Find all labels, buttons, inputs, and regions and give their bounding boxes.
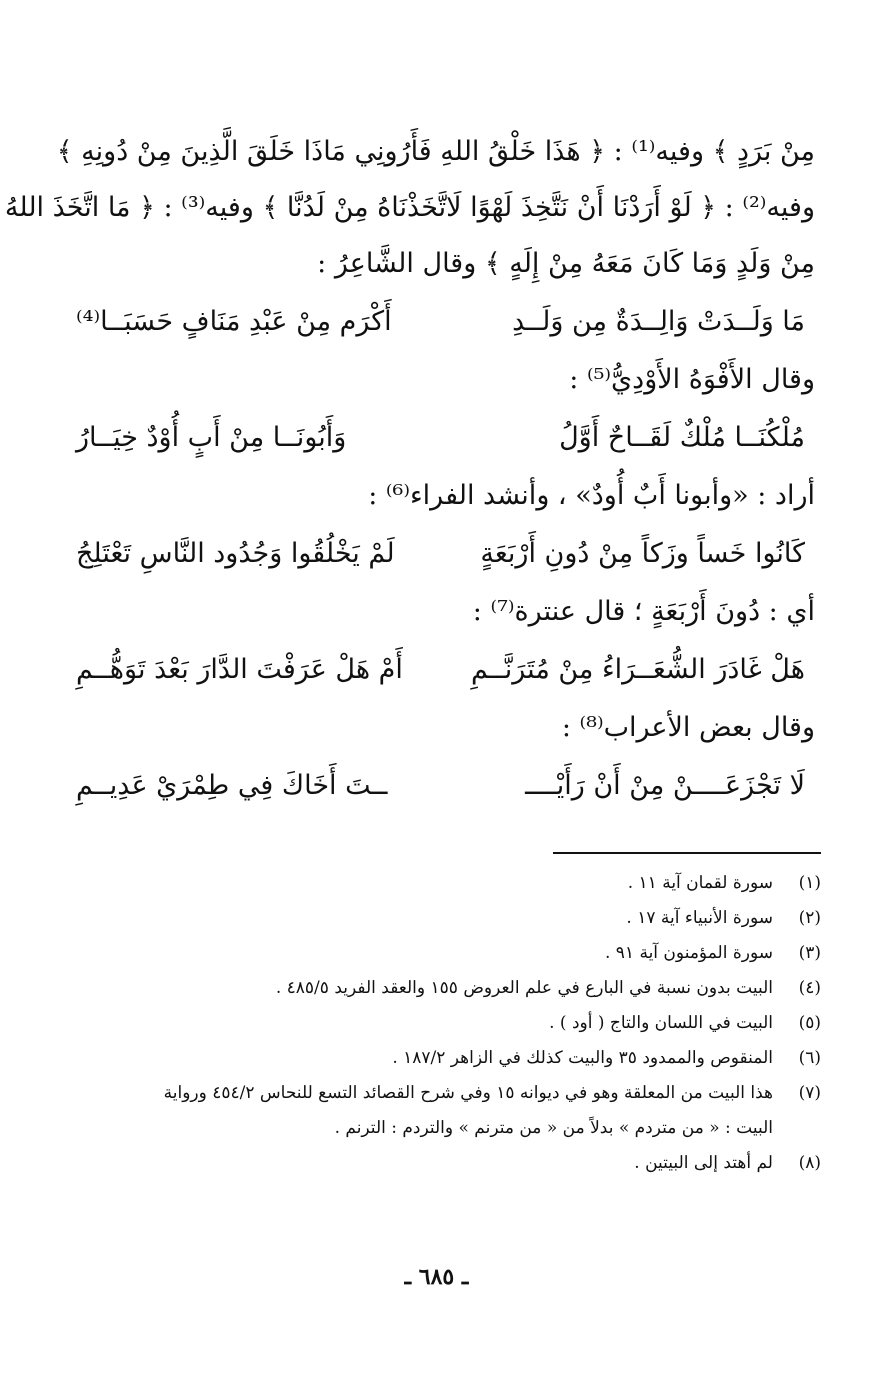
- verse-3-second-hemistich: لَمْ يَخْلُقُوا وَجُدُود النَّاسِ تَعْتَلِجُ: [76, 538, 395, 569]
- footnote-number: (٧): [798, 1083, 821, 1103]
- footnote-text: هذا البيت من المعلقة وهو في ديوانه ١٥ وفي شرح القصائد التسع للنحاس ٤٥٤/٢ ورواية: [163, 1083, 773, 1103]
- verse-5-second-hemistich: ــتَ أَخَاكَ فِي طِمْرَيْ عَدِيــمِ: [76, 770, 388, 801]
- footnote-number: (٣): [798, 943, 821, 963]
- verse-1: [76, 292, 815, 352]
- verse-1-first-hemistich: مَا وَلَــدَتْ وَالِــدَةٌ مِن وَلَــدِ: [512, 306, 805, 337]
- page-number: ـ ٦٨٥ ـ: [404, 1264, 469, 1290]
- footnote-text: لم أهتد إلى البيتين .: [634, 1153, 773, 1173]
- footnote-text: المنقوص والممدود ٣٥ والبيت كذلك في الزاهر ١٨٧/٢ .: [392, 1048, 773, 1068]
- verse-3-first-hemistich: كَانُوا خَساً وزَكاً مِنْ دُونِ أَرْبَعَةٍ: [480, 538, 805, 569]
- footnote-number: (٢): [798, 908, 821, 928]
- footnote-2: [78, 901, 821, 936]
- footnote-7-continuation: البيت : « من متردم » بدلاً من « من مترنم » والتردم : الترنم .: [334, 1118, 773, 1138]
- prose-line-1: مِنْ بَرَدٍ ﴾ وفيه⁽¹⁾ : ﴿ هَذَا خَلْقُ اللهِ فَأَرُونِي مَاذَا خَلَقَ الَّذِينَ مِنْ دُونِهِ ﴾: [56, 136, 815, 167]
- footnote-text: البيت بدون نسبة في البارع في علم العروض ١٥٥ والعقد الفريد ٤٨٥/٥ .: [275, 978, 773, 998]
- footnotes: [78, 866, 821, 1181]
- footnote-text: سورة لقمان آية ١١ .: [627, 873, 773, 893]
- footnote-number: (٨): [798, 1153, 821, 1173]
- footnote-number: (٦): [798, 1048, 821, 1068]
- verse-4: [76, 640, 815, 700]
- prose-line-3: مِنْ وَلَدٍ وَمَا كَانَ مَعَهُ مِنْ إِلَهٍ ﴾ وقال الشَّاعِرُ :: [317, 248, 815, 279]
- verse-2-intro: وقال الأَفْوَهُ الأَوْدِيُّ⁽⁵⁾ :: [569, 364, 815, 395]
- footnote-text: سورة الأنبياء آية ١٧ .: [626, 908, 773, 928]
- footnote-number: (٤): [798, 978, 821, 998]
- footnote-number: (٥): [798, 1013, 821, 1033]
- verse-2-second-hemistich: وَأَبُونَــا مِنْ أَبٍ أُوْدٌ خِيَــارُ: [76, 422, 347, 453]
- footnote-1: [78, 866, 821, 901]
- prose-line-2: وفيه⁽²⁾ : ﴿ لَوْ أَرَدْنَا أَنْ نَتَّخِذَ لَهْوًا لَاتَّخَذْنَاهُ مِنْ لَدُنَّا ﴾ وفيه⁽³⁾ : ﴿ مَا اتَّخَذَ اللهُ: [4, 192, 815, 223]
- verse-4-first-hemistich: هَلْ غَادَرَ الشُّعَــرَاءُ مِنْ مُتَرَنَّــمِ: [470, 654, 805, 685]
- verse-3-intro: أراد : «وأبونا أَبٌ أُودٌ» ، وأنشد الفراء⁽⁶⁾ :: [368, 480, 815, 511]
- verse-2: [76, 408, 815, 468]
- verse-5-first-hemistich: لَا تَجْزَعَــــنْ مِنْ أَنْ رَأَيْــــ: [525, 770, 805, 801]
- verse-4-second-hemistich: أَمْ هَلْ عَرَفْتَ الدَّارَ بَعْدَ تَوَهُّــمِ: [76, 654, 403, 685]
- footnote-number: (١): [798, 873, 821, 893]
- footnote-text: البيت في اللسان والتاج ( أود ) .: [549, 1013, 773, 1033]
- verse-5-intro: وقال بعض الأعراب⁽⁸⁾ :: [561, 712, 815, 743]
- verse-3: [76, 524, 815, 584]
- footnote-4: [78, 971, 821, 1006]
- footnote-text: سورة المؤمنون آية ٩١ .: [604, 943, 773, 963]
- footnote-6: [78, 1041, 821, 1076]
- footnote-5: [78, 1006, 821, 1041]
- footnote-3: [78, 936, 821, 971]
- footnote-7: [78, 1076, 821, 1111]
- verse-1-second-hemistich: أَكْرَم مِنْ عَبْدِ مَنَافٍ حَسَبَــا⁽⁴⁾: [76, 306, 392, 337]
- footnote-8: [78, 1146, 821, 1181]
- footnote-separator: [553, 852, 821, 854]
- verse-4-intro: أي : دُونَ أَرْبَعَةٍ ؛ قال عنترة⁽⁷⁾ :: [472, 596, 815, 627]
- verse-2-first-hemistich: مُلْكُنَــا مُلْكٌ لَقَــاحٌ أَوَّلُ: [559, 422, 805, 453]
- verse-5: [76, 756, 815, 816]
- main-text: [4, 124, 815, 816]
